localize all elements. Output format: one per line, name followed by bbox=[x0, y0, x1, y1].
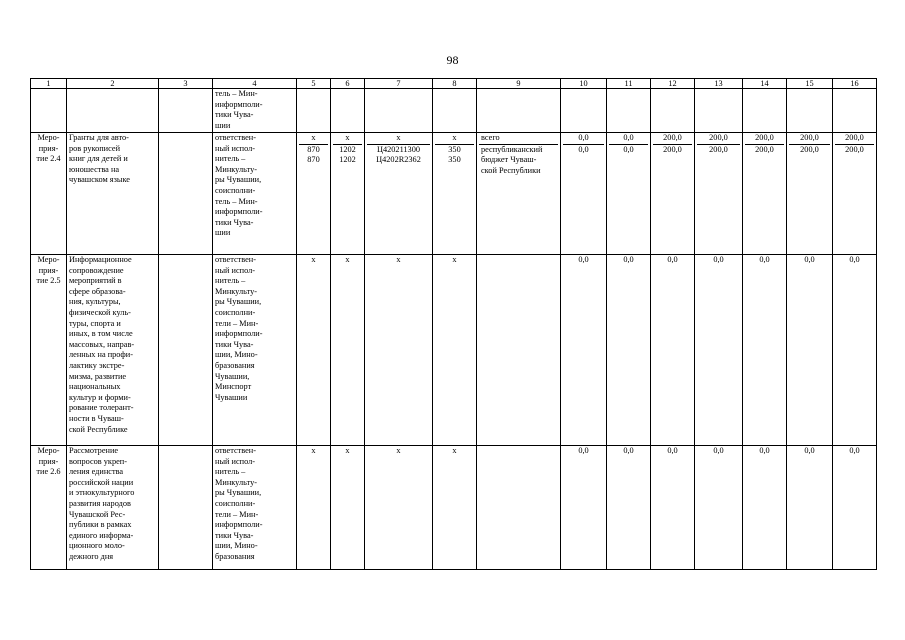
value-2020: 0,0 bbox=[607, 255, 651, 446]
column-number: 1 bbox=[31, 79, 67, 89]
executor-cell: тель – Мин- информполи- тики Чува- шии bbox=[213, 89, 297, 133]
value-2023: 0,0 bbox=[743, 255, 787, 446]
cell-col6: x 1202 1202 bbox=[331, 133, 365, 255]
cell-col5: x bbox=[297, 255, 331, 446]
column-number: 6 bbox=[331, 79, 365, 89]
continuation-row bbox=[31, 89, 877, 133]
column-number: 8 bbox=[433, 79, 477, 89]
column-number: 10 bbox=[561, 79, 607, 89]
column-number: 12 bbox=[651, 79, 695, 89]
value-2019: 0,0 0,0 bbox=[561, 133, 607, 255]
event-name: Гранты для авто- ров рукописей книг для детей и юношества на чувашском языке bbox=[67, 133, 159, 255]
value-2025: 200,0 200,0 bbox=[833, 133, 877, 255]
event-name: Информационное сопровождение мероприятий в сфере образова- ния, культуры, физической куль- туры, спорта и иных, в том числе массовых, направ- ленных на профи- лактику экстре- мизма, развитие национальных культур и форми- рование толерант- ности в Чуваш- ской Республике bbox=[67, 255, 159, 446]
column-number: 5 bbox=[297, 79, 331, 89]
value-2023: 200,0 200,0 bbox=[743, 133, 787, 255]
value-2021: 0,0 bbox=[651, 255, 695, 446]
cell-col7: x Ц420211300 Ц4202R2362 bbox=[365, 133, 433, 255]
event-id: Меро- прия- тие 2.4 bbox=[31, 133, 67, 255]
event-id: Меро- прия- тие 2.5 bbox=[31, 255, 67, 446]
event-id: Меро- прия- тие 2.6 bbox=[31, 446, 67, 570]
value-2022: 0,0 bbox=[695, 446, 743, 570]
funding-source bbox=[477, 255, 561, 446]
column-number: 9 bbox=[477, 79, 561, 89]
table-row-event-2-6 bbox=[31, 446, 877, 570]
column-number: 13 bbox=[695, 79, 743, 89]
column-number: 2 bbox=[67, 79, 159, 89]
executor-cell: ответствен- ный испол- нитель – Минкульту- ры Чувашии, соисполни- тели – Мин- информполи- тики Чува- шии, Мино- бразования bbox=[213, 446, 297, 570]
value-2021: 200,0 200,0 bbox=[651, 133, 695, 255]
page-number: 98 bbox=[446, 53, 459, 67]
column-number: 7 bbox=[365, 79, 433, 89]
value-2021: 0,0 bbox=[651, 446, 695, 570]
value-2024: 0,0 bbox=[787, 446, 833, 570]
value-2020: 0,0 0,0 bbox=[607, 133, 651, 255]
funding-source bbox=[477, 446, 561, 570]
column-number: 4 bbox=[213, 79, 297, 89]
column-number-row bbox=[31, 79, 877, 89]
value-2024: 0,0 bbox=[787, 255, 833, 446]
cell-col5: x 870 870 bbox=[297, 133, 331, 255]
value-2019: 0,0 bbox=[561, 255, 607, 446]
table-row-event-2-5 bbox=[31, 255, 877, 446]
cell-col8: x bbox=[433, 255, 477, 446]
event-name: Рассмотрение вопросов укреп- ления единства российской нации и этнокультурного развития народов Чувашской Рес- публики в рамках единого информа- ционного моло- дежного дня bbox=[67, 446, 159, 570]
value-2023: 0,0 bbox=[743, 446, 787, 570]
value-2024: 200,0 200,0 bbox=[787, 133, 833, 255]
column-number: 11 bbox=[607, 79, 651, 89]
value-2025: 0,0 bbox=[833, 446, 877, 570]
cell-col8: x 350 350 bbox=[433, 133, 477, 255]
cell-col8: x bbox=[433, 446, 477, 570]
value-2019: 0,0 bbox=[561, 446, 607, 570]
executor-cell: ответствен- ный испол- нитель – Минкульту- ры Чувашии, соисполни- тель – Мин- информполи- тики Чува- шии bbox=[213, 133, 297, 255]
funding-source: всего республиканский бюджет Чуваш- ской Республики bbox=[477, 133, 561, 255]
value-2020: 0,0 bbox=[607, 446, 651, 570]
value-2025: 0,0 bbox=[833, 255, 877, 446]
column-number: 14 bbox=[743, 79, 787, 89]
executor-cell: ответствен- ный испол- нитель – Минкульту- ры Чувашии, соисполни- тели – Мин- информполи- тики Чува- шии, Мино- бразования Чувашии, Минспорт Чувашии bbox=[213, 255, 297, 446]
cell-col7: x bbox=[365, 446, 433, 570]
column-number: 15 bbox=[787, 79, 833, 89]
value-2022: 0,0 bbox=[695, 255, 743, 446]
cell-col7: x bbox=[365, 255, 433, 446]
value-2022: 200,0 200,0 bbox=[695, 133, 743, 255]
column-number: 3 bbox=[159, 79, 213, 89]
column-number: 16 bbox=[833, 79, 877, 89]
budget-table bbox=[30, 78, 877, 570]
cell-col6: x bbox=[331, 446, 365, 570]
cell-col5: x bbox=[297, 446, 331, 570]
table-row-event-2-4 bbox=[31, 133, 877, 255]
cell-col6: x bbox=[331, 255, 365, 446]
